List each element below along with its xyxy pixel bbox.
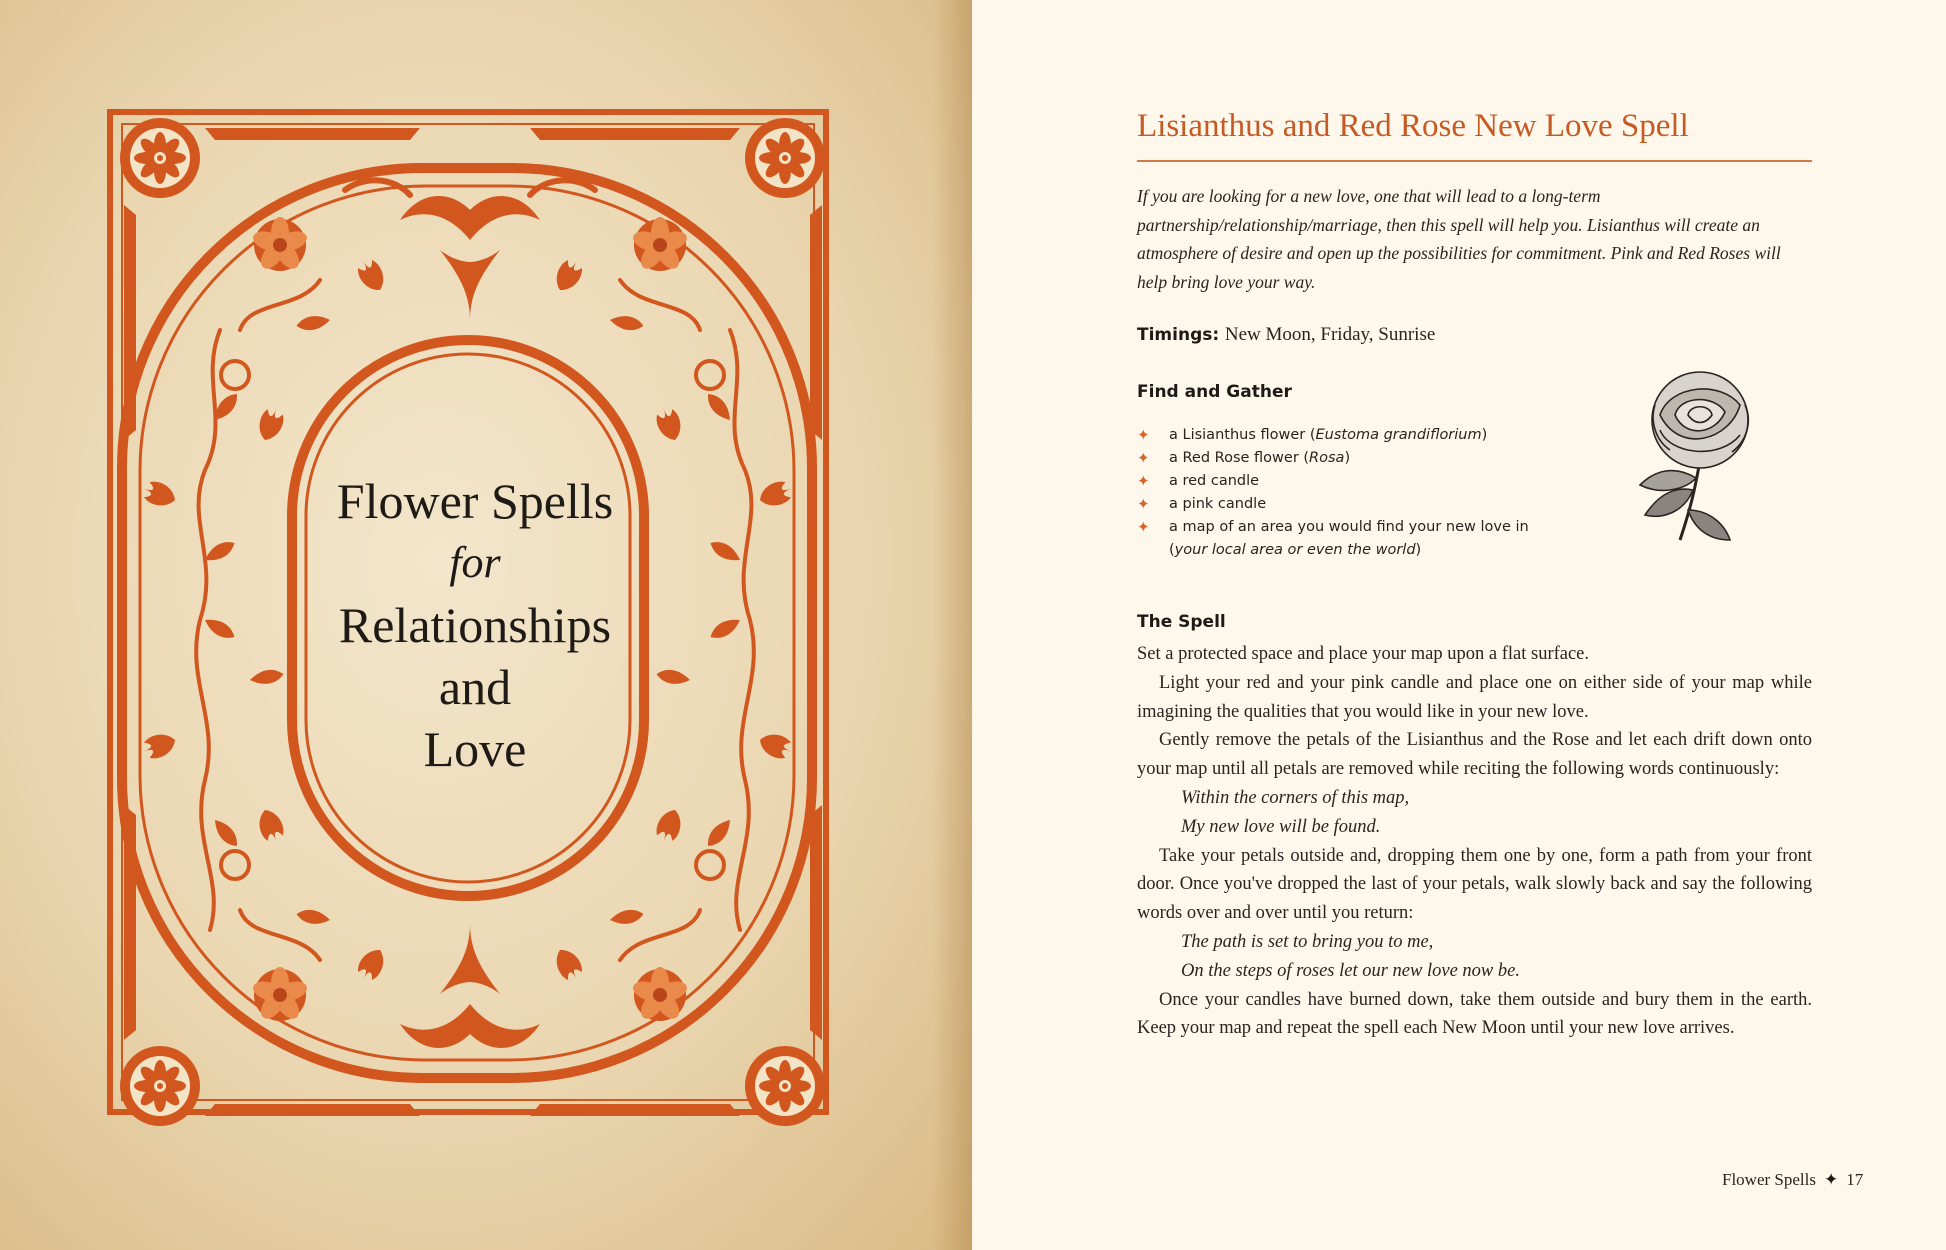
star-bullet-icon: ✦ bbox=[1137, 518, 1150, 536]
spell-paragraph-1: Set a protected space and place your map upon a flat surface. bbox=[1137, 644, 1590, 664]
star-bullet-icon: ✦ bbox=[1137, 449, 1150, 467]
timings-value: New Moon, Friday, Sunrise bbox=[1224, 324, 1436, 345]
cover-title bbox=[300, 470, 650, 780]
page-number: 17 bbox=[1846, 1170, 1864, 1189]
star-divider-icon: ✦ bbox=[1823, 1170, 1839, 1189]
rose-illustration bbox=[1600, 360, 1790, 550]
cover-title-line-1: Flower Spells bbox=[336, 473, 614, 529]
verse-1-line-1: Within the corners of this map, bbox=[1181, 787, 1410, 808]
title-rule bbox=[1137, 160, 1812, 162]
page-footer bbox=[1722, 1170, 1863, 1190]
spell-intro: If you are looking for a new love, one that will lead to a long-term partnership/relationship/marriage, then this spell will help you. Lisianthus will create an atmosphere of desire and open up the possibilities for commitment. Pink and Red Roses will help bring love your way. bbox=[1137, 186, 1781, 292]
verse-2-line-1: The path is set to bring you to me, bbox=[1181, 931, 1434, 952]
find-and-gather-heading: Find and Gather bbox=[1137, 382, 1292, 402]
running-footer-section: Flower Spells bbox=[1722, 1170, 1816, 1189]
list-item: ✦ a red candle bbox=[1137, 470, 1557, 493]
verse-2-line-2: On the steps of roses let our new love now be. bbox=[1181, 960, 1520, 981]
spell-body bbox=[1137, 640, 1812, 1043]
cover-title-for: for bbox=[449, 538, 501, 587]
timings-label: Timings: bbox=[1137, 325, 1220, 345]
list-item: ✦ a Red Rose flower (Rosa) bbox=[1137, 447, 1557, 470]
cover-title-line-4: and bbox=[438, 659, 512, 715]
list-item: ✦ a pink candle bbox=[1137, 493, 1557, 516]
spell-paragraph-4: Take your petals outside and, dropping them one by one, form a path from your front door. Once you've dropped the last of your petals, walk slowly back and say the following words over and over until you return: bbox=[1137, 845, 1812, 924]
star-bullet-icon: ✦ bbox=[1137, 472, 1150, 490]
spell-paragraph-2: Light your red and your pink candle and place one on either side of your map while imagining the qualities that you would like in your new love. bbox=[1137, 672, 1812, 722]
star-bullet-icon: ✦ bbox=[1137, 495, 1150, 513]
spell-paragraph-5: Once your candles have burned down, take them outside and bury them in the earth. Keep your map and repeat the spell each New Moon until your new love arrives. bbox=[1137, 989, 1812, 1039]
verse-1-line-2: My new love will be found. bbox=[1181, 816, 1381, 837]
the-spell-heading: The Spell bbox=[1137, 612, 1226, 632]
list-item: ✦ a map of an area you would find your new love in (your local area or even the world) bbox=[1137, 518, 1529, 558]
gutter-shadow bbox=[932, 0, 972, 1250]
left-page bbox=[0, 0, 972, 1250]
cover-title-line-5: Love bbox=[423, 721, 527, 777]
timings bbox=[1137, 324, 1435, 346]
list-item: ✦ a Lisianthus flower (Eustoma grandiflorium) bbox=[1137, 424, 1557, 447]
spell-paragraph-3: Gently remove the petals of the Lisianthus and the Rose and let each drift down onto your map until all petals are removed while reciting the following words continuously: bbox=[1137, 730, 1812, 780]
spell-title: Lisianthus and Red Rose New Love Spell bbox=[1137, 108, 1689, 144]
ingredient-list bbox=[1137, 424, 1557, 562]
cover-title-line-3: Relationships bbox=[338, 597, 612, 653]
star-bullet-icon: ✦ bbox=[1137, 426, 1150, 444]
